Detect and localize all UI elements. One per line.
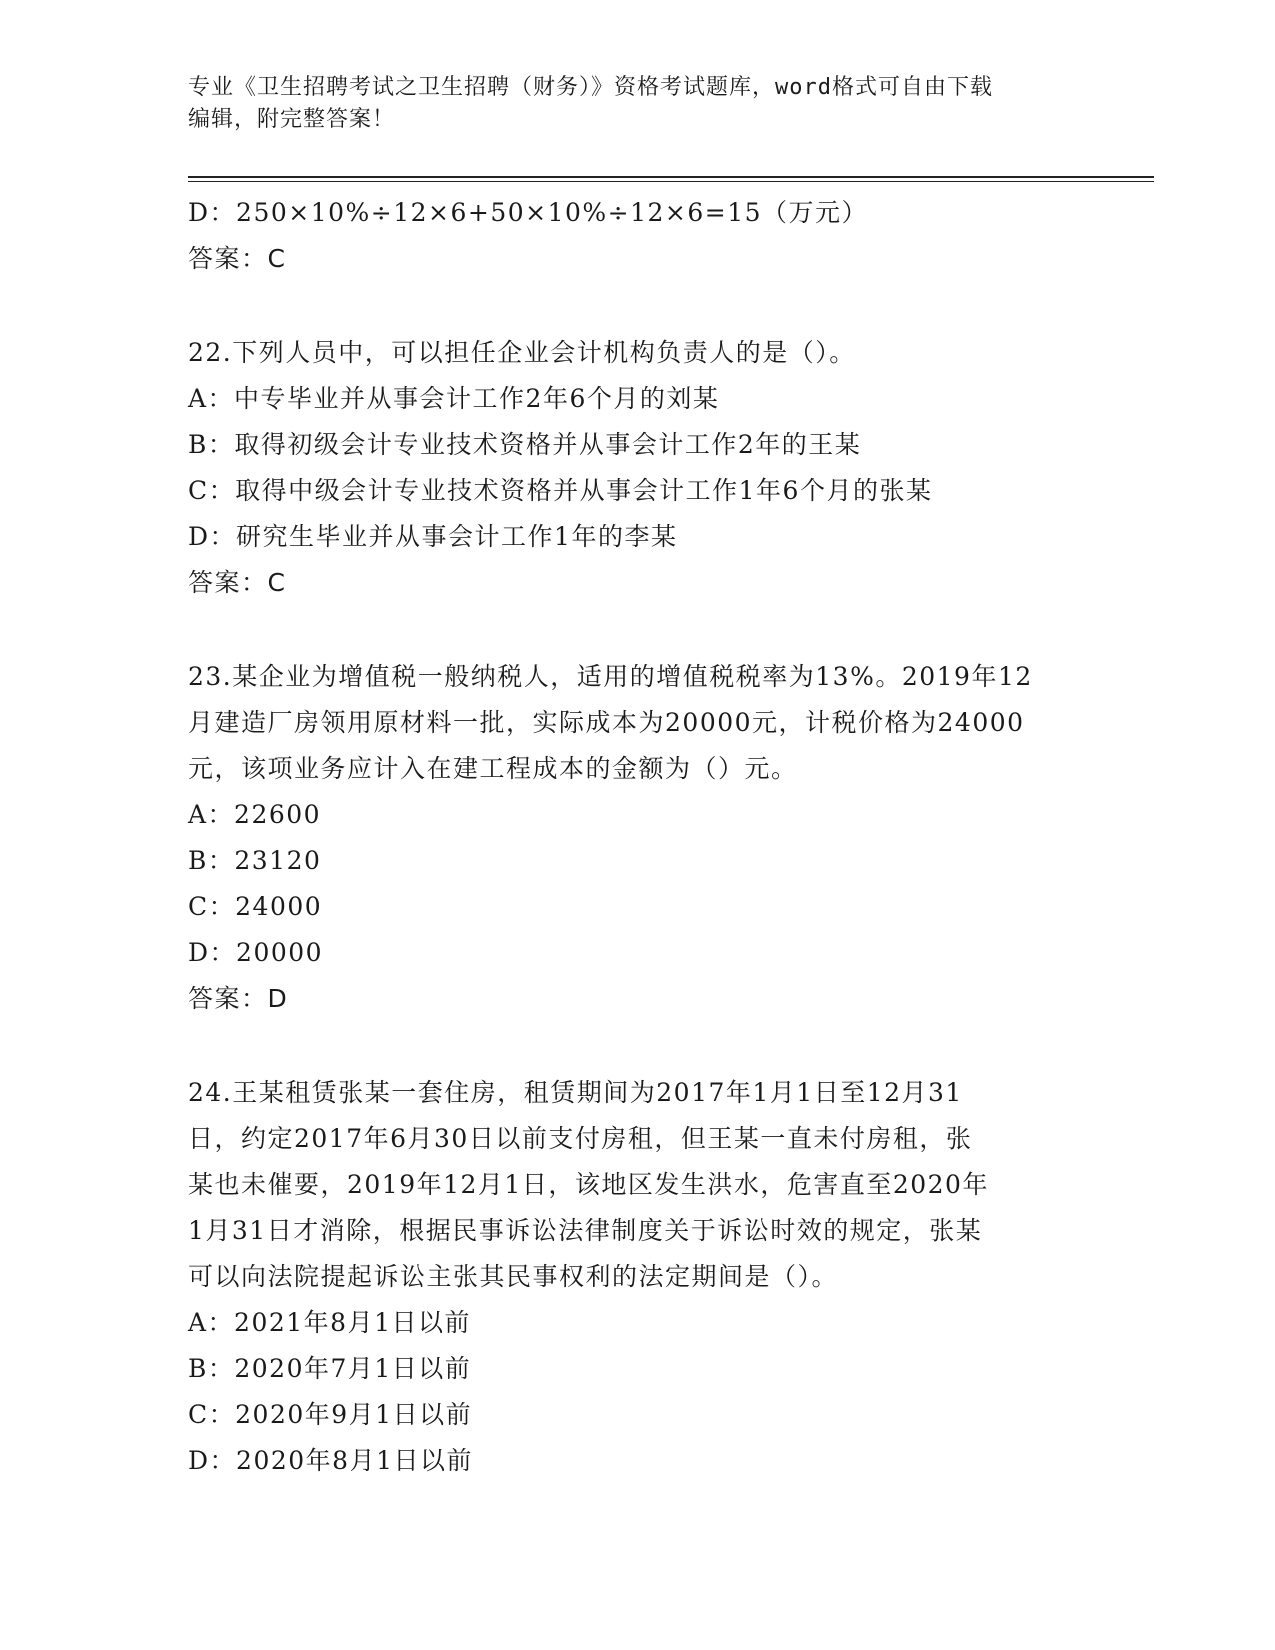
spacer bbox=[188, 1022, 1088, 1070]
document-body bbox=[188, 190, 1088, 1484]
header-line-2: 编辑，附完整答案！ bbox=[188, 107, 396, 132]
option-a: A：中专毕业并从事会计工作2年6个月的刘某 bbox=[188, 384, 720, 413]
question-23 bbox=[188, 654, 1088, 1022]
option-b: B：取得初级会计专业技术资格并从事会计工作2年的王某 bbox=[188, 430, 862, 459]
question-stem-line: 可以向法院提起诉讼主张其民事权利的法定期间是（）。 bbox=[188, 1262, 839, 1291]
option-b: B：23120 bbox=[188, 846, 322, 875]
document-header bbox=[188, 72, 1088, 136]
question-22 bbox=[188, 330, 1088, 606]
question-stem-line: 月建造厂房领用原材料一批，实际成本为20000元，计税价格为24000 bbox=[188, 708, 1025, 737]
option-d: D：研究生毕业并从事会计工作1年的李某 bbox=[188, 522, 678, 551]
prev-answer: 答案：C bbox=[188, 244, 287, 273]
header-line-1: 专业《卫生招聘考试之卫生招聘（财务）》资格考试题库，word格式可自由下载 bbox=[188, 75, 993, 100]
question-stem-line: 1月31日才消除，根据民事诉讼法律制度关于诉讼时效的规定，张某 bbox=[188, 1216, 983, 1245]
question-stem-line: 元，该项业务应计入在建工程成本的金额为（）元。 bbox=[188, 754, 798, 783]
option-d: D：20000 bbox=[188, 938, 324, 967]
spacer bbox=[188, 606, 1088, 654]
prev-option-d: D：250×10%÷12×6+50×10%÷12×6=15（万元） bbox=[188, 198, 869, 227]
option-a: A：2021年8月1日以前 bbox=[188, 1308, 471, 1337]
question-stem-line: 23.某企业为增值税一般纳税人，适用的增值税税率为13%。2019年12 bbox=[188, 662, 1033, 691]
option-c: C：2020年9月1日以前 bbox=[188, 1400, 473, 1429]
option-b: B：2020年7月1日以前 bbox=[188, 1354, 472, 1383]
answer: 答案：C bbox=[188, 568, 287, 597]
header-divider bbox=[188, 176, 1154, 182]
question-24 bbox=[188, 1070, 1088, 1484]
answer: 答案：D bbox=[188, 984, 289, 1013]
spacer bbox=[188, 282, 1088, 330]
option-d: D：2020年8月1日以前 bbox=[188, 1446, 473, 1475]
question-stem-line: 24.王某租赁张某一套住房，租赁期间为2017年1月1日至12月31 bbox=[188, 1078, 963, 1107]
option-c: C：取得中级会计专业技术资格并从事会计工作1年6个月的张某 bbox=[188, 476, 933, 505]
question-stem: 22.下列人员中，可以担任企业会计机构负责人的是（）。 bbox=[188, 338, 856, 367]
question-stem-line: 某也未催要，2019年12月1日，该地区发生洪水，危害直至2020年 bbox=[188, 1170, 989, 1199]
option-c: C：24000 bbox=[188, 892, 323, 921]
option-a: A：22600 bbox=[188, 800, 322, 829]
question-stem-line: 日，约定2017年6月30日以前支付房租，但王某一直未付房租，张 bbox=[188, 1124, 973, 1153]
